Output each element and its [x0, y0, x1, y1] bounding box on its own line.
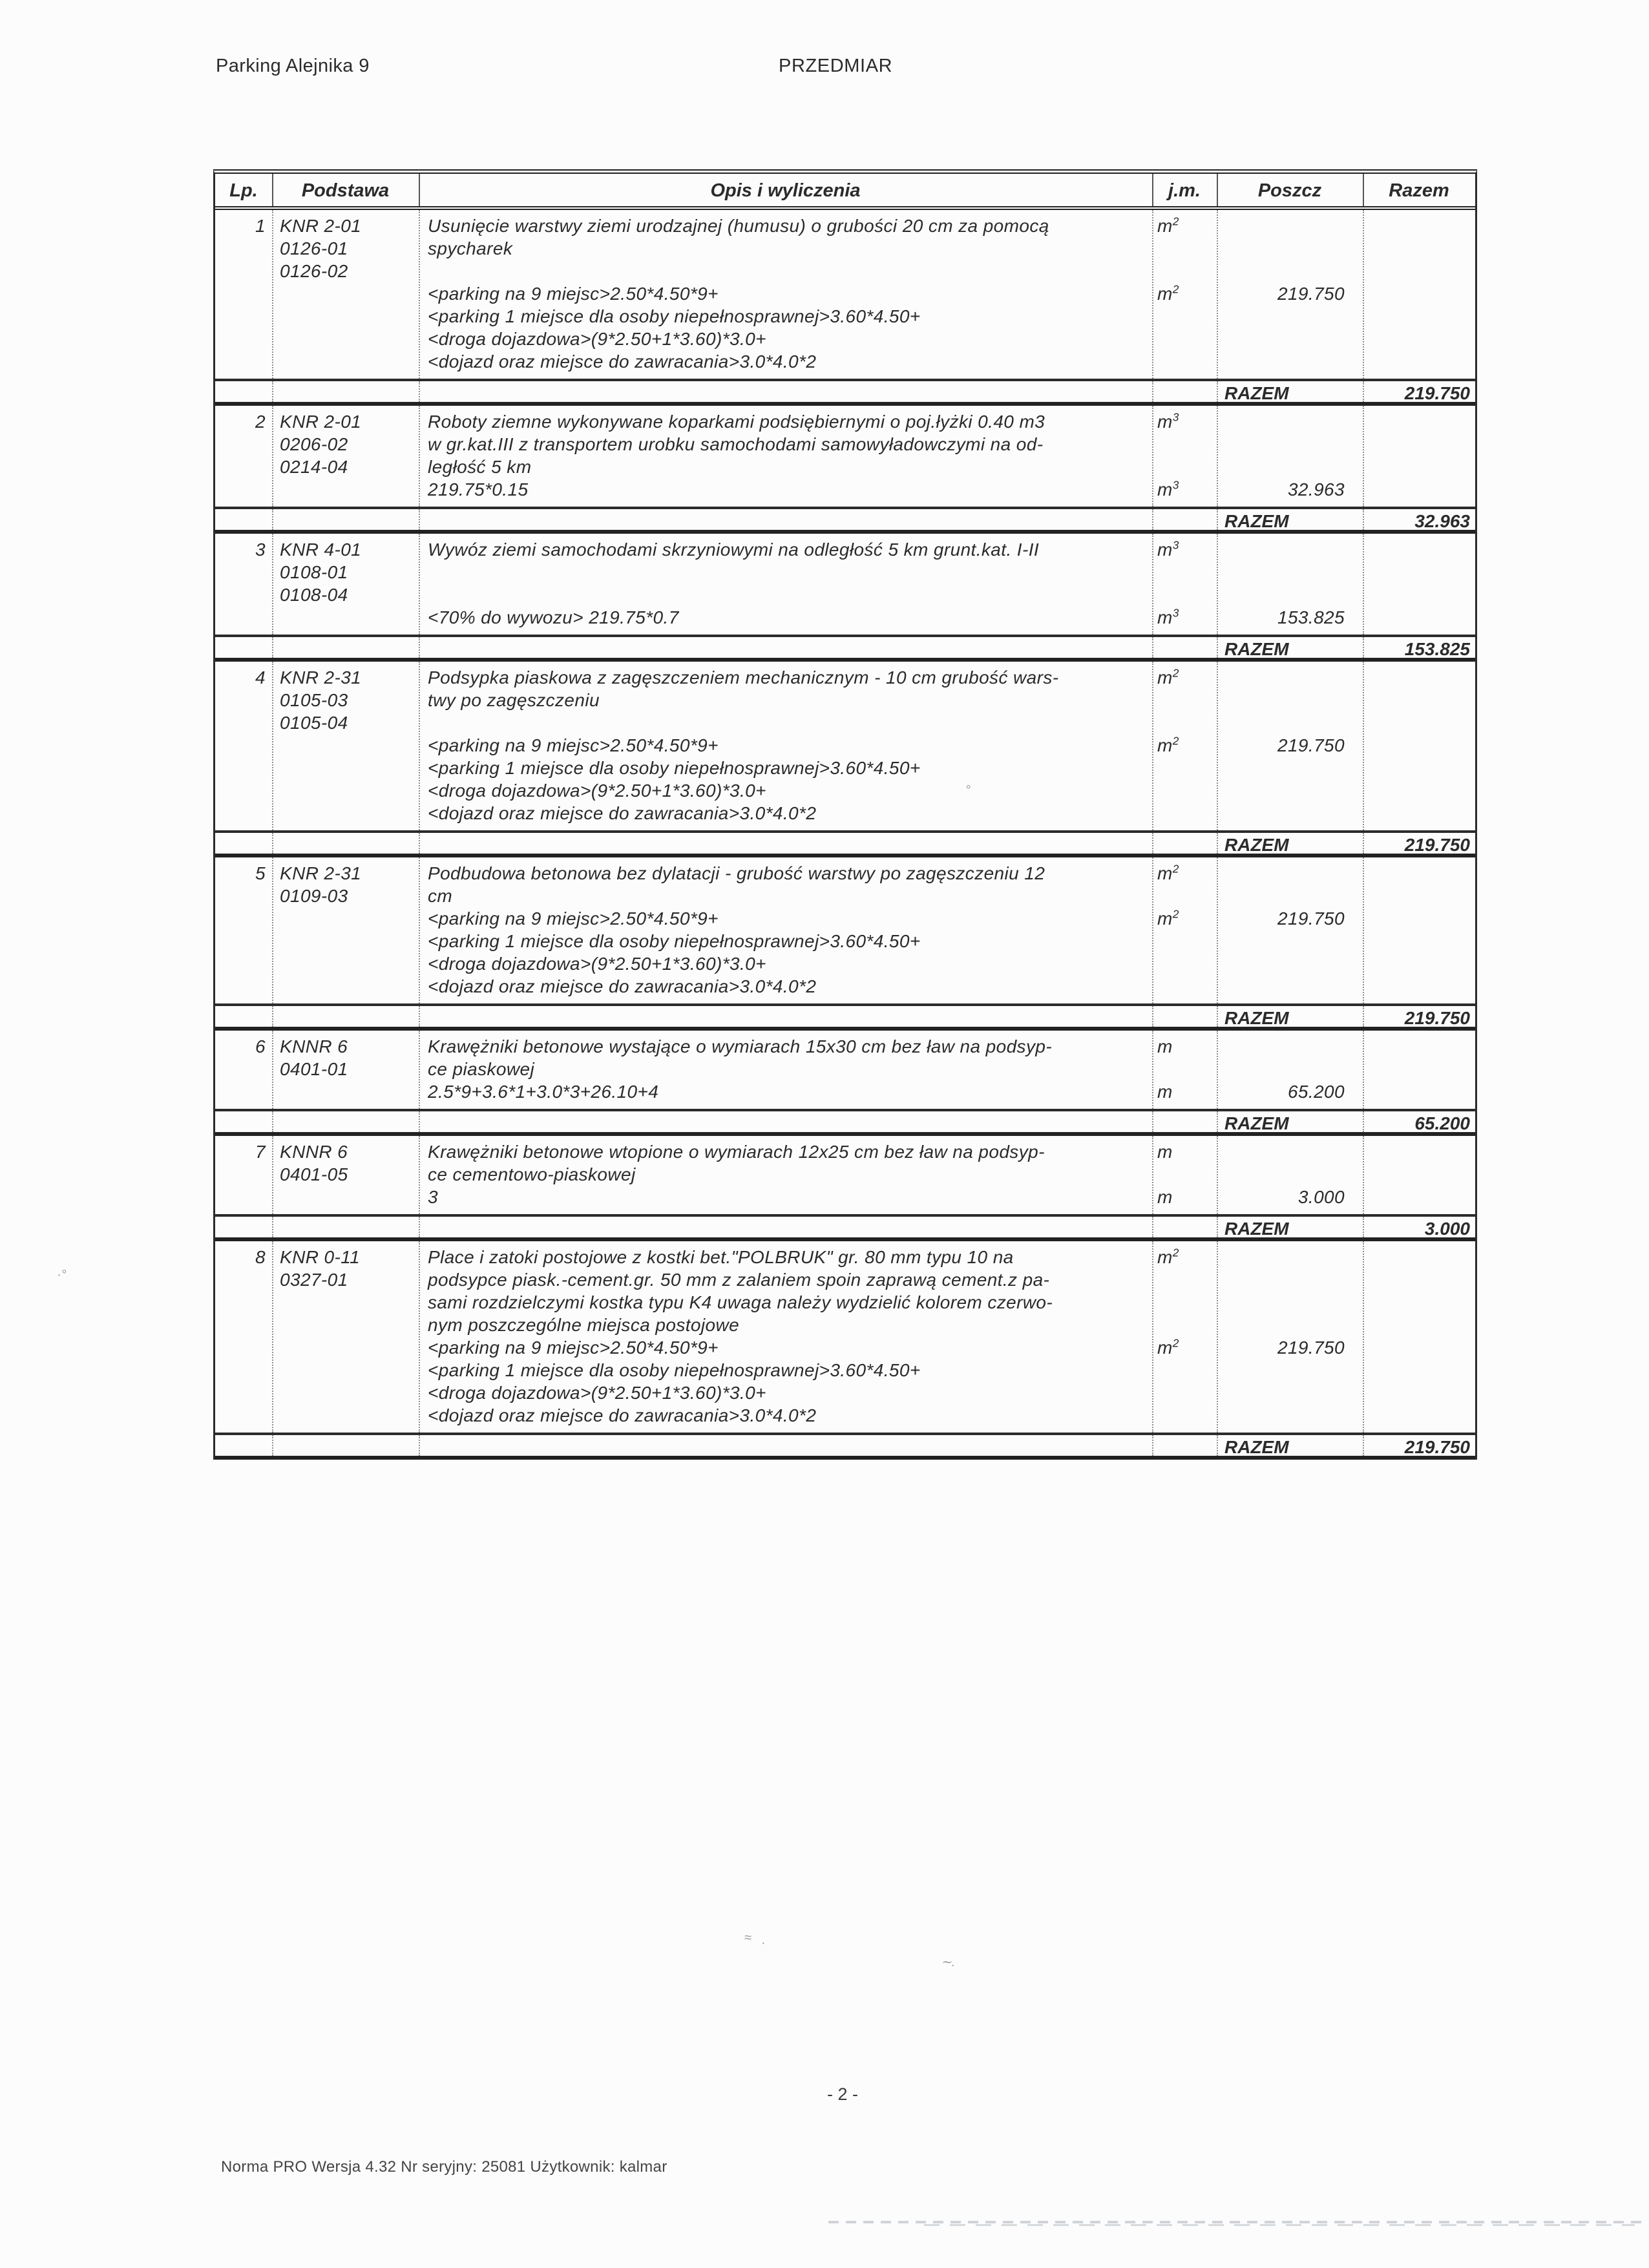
page-number: - 2 -: [827, 2084, 859, 2104]
razem-row: [215, 1003, 1475, 1031]
description-line: ległość 5 km: [428, 457, 532, 477]
poszcz-value: 219.750: [1277, 908, 1345, 929]
column-separator: [419, 833, 420, 854]
razem-row: [215, 379, 1475, 406]
column-separator: [419, 1031, 420, 1109]
column-separator: [1363, 406, 1364, 507]
calc-line: 219.75*0.15: [428, 479, 529, 499]
column-separator: [1152, 1435, 1153, 1456]
column-separator: [419, 174, 420, 206]
calc-line: 3: [428, 1187, 438, 1207]
unit-cell: $m^2$: [1157, 666, 1179, 688]
lp-cell: 4: [255, 667, 266, 688]
podstawa-line: KNR 0-11: [280, 1247, 361, 1267]
scan-artifact: ·°: [57, 1268, 67, 1282]
razem-row: [215, 1109, 1475, 1136]
column-separator: [1152, 1111, 1153, 1132]
column-separator: [419, 637, 420, 658]
lp-cell: 3: [255, 540, 266, 560]
calc-line: <parking na 9 miejsc>2.50*4.50*9+: [428, 735, 719, 755]
lp-cell: 5: [255, 863, 266, 883]
calc-line: <parking 1 miejsce dla osoby niepełnosprawnej>3.60*4.50+: [428, 1360, 921, 1380]
column-separator: [1217, 1435, 1218, 1456]
description-line: Roboty ziemne wykonywane koparkami podsiębiernymi o poj.łyżki 0.40 m3: [428, 412, 1045, 432]
description-line: podsypce piask.-cement.gr. 50 mm z zalaniem spoin zaprawą cement.z pa-: [428, 1270, 1050, 1290]
column-separator: [419, 857, 420, 1003]
podstawa-line: 0214-04: [280, 457, 348, 477]
podstawa-line: KNR 2-01: [280, 216, 362, 236]
column-separator: [1363, 1136, 1364, 1214]
column-separator: [1363, 174, 1364, 206]
calc-line: <parking na 9 miejsc>2.50*4.50*9+: [428, 284, 719, 304]
lp-cell: 6: [255, 1036, 266, 1056]
unit-cell: $m^2$: [1157, 907, 1179, 929]
table-header-cell: Poszcz: [1257, 180, 1322, 201]
column-separator: [1217, 833, 1218, 854]
column-separator: [1217, 509, 1218, 530]
unit-cell: m: [1157, 1142, 1173, 1162]
description-line: Podbudowa betonowa bez dylatacji - grubość warstwy po zagęszczeniu 12: [428, 863, 1045, 883]
description-line: spycharek: [428, 238, 513, 258]
column-separator: [272, 509, 273, 530]
column-separator: [1363, 1031, 1364, 1109]
podstawa-line: 0401-01: [280, 1059, 348, 1079]
calc-line: <70% do wywozu> 219.75*0.7: [428, 607, 679, 627]
doc-type-heading: PRZEDMIAR: [779, 56, 893, 76]
column-separator: [1363, 1241, 1364, 1433]
razem-label: RAZEM: [1224, 835, 1289, 855]
podstawa-line: 0401-05: [280, 1164, 348, 1184]
item-row: [215, 406, 1475, 507]
column-separator: [1152, 833, 1153, 854]
calc-line: <parking 1 miejsce dla osoby niepełnosprawnej>3.60*4.50+: [428, 931, 921, 951]
column-separator: [1363, 534, 1364, 635]
table-header-cell: Opis i wyliczenia: [710, 180, 861, 201]
column-separator: [419, 1241, 420, 1433]
poszcz-value: 219.750: [1277, 1338, 1345, 1358]
column-separator: [1152, 1136, 1153, 1214]
calc-line: <droga dojazdowa>(9*2.50+1*3.60)*3.0+: [428, 329, 766, 349]
lp-cell: 8: [255, 1247, 266, 1267]
table-header-cell: Lp.: [229, 180, 258, 201]
podstawa-line: KNNR 6: [280, 1142, 348, 1162]
scan-streak: [924, 2224, 1635, 2226]
column-separator: [1363, 662, 1364, 830]
column-separator: [272, 174, 273, 206]
column-separator: [1152, 1217, 1153, 1237]
description-line: ce piaskowej: [428, 1059, 535, 1079]
podstawa-line: 0109-03: [280, 886, 348, 906]
table-header-cell: j.m.: [1168, 180, 1201, 201]
column-separator: [419, 1435, 420, 1456]
column-separator: [419, 381, 420, 402]
unit-cell: $m^2$: [1157, 1336, 1179, 1358]
item-row: [215, 1241, 1475, 1433]
column-separator: [1217, 174, 1218, 206]
unit-cell: $m^3$: [1157, 478, 1179, 499]
column-separator: [272, 1006, 273, 1027]
poszcz-value: 153.825: [1277, 607, 1345, 627]
column-separator: [272, 1031, 273, 1109]
column-separator: [272, 381, 273, 402]
table-header-cell: Razem: [1389, 180, 1449, 201]
column-separator: [1152, 381, 1153, 402]
column-separator: [1217, 1217, 1218, 1237]
razem-row: [215, 507, 1475, 534]
column-separator: [1152, 1031, 1153, 1109]
description-line: Wywóz ziemi samochodami skrzyniowymi na odległość 5 km grunt.kat. I-II: [428, 540, 1040, 560]
lp-cell: 7: [255, 1142, 266, 1162]
column-separator: [1152, 637, 1153, 658]
unit-cell: m: [1157, 1082, 1173, 1102]
lp-cell: 2: [255, 412, 266, 432]
unit-cell: $m^2$: [1157, 282, 1179, 304]
column-separator: [1152, 662, 1153, 830]
description-line: Usunięcie warstwy ziemi urodzajnej (humusu) o grubości 20 cm za pomocą: [428, 216, 1049, 236]
podstawa-line: KNR 2-31: [280, 667, 362, 688]
podstawa-line: KNNR 6: [280, 1036, 348, 1056]
scan-artifact: °: [965, 783, 971, 797]
razem-value: 3.000: [1424, 1219, 1470, 1239]
razem-value: 153.825: [1404, 639, 1470, 659]
podstawa-line: 0105-04: [280, 713, 348, 733]
column-separator: [1217, 1006, 1218, 1027]
podstawa-line: 0108-04: [280, 585, 348, 605]
calc-line: <dojazd oraz miejsce do zawracania>3.0*4.0*2: [428, 1405, 817, 1425]
calc-line: <parking na 9 miejsc>2.50*4.50*9+: [428, 908, 719, 929]
calc-line: <dojazd oraz miejsce do zawracania>3.0*4.0*2: [428, 976, 817, 996]
razem-row: [215, 635, 1475, 662]
footer-program-note: Norma PRO Wersja 4.32 Nr seryjny: 25081 Użytkownik: kalmar: [221, 2158, 667, 2176]
unit-cell: m: [1157, 1187, 1173, 1207]
column-separator: [272, 534, 273, 635]
table-header-cell: Podstawa: [301, 180, 390, 201]
column-separator: [1363, 857, 1364, 1003]
column-separator: [1217, 381, 1218, 402]
column-separator: [419, 1111, 420, 1132]
calc-line: <droga dojazdowa>(9*2.50+1*3.60)*3.0+: [428, 781, 766, 801]
unit-cell: m: [1157, 1036, 1173, 1056]
description-line: cm: [428, 886, 453, 906]
column-separator: [419, 210, 420, 379]
poszcz-value: 32.963: [1287, 479, 1345, 499]
razem-label: RAZEM: [1224, 1219, 1289, 1239]
item-row: [215, 534, 1475, 635]
description-line: w gr.kat.III z transportem urobku samochodami samowyładowczymi na od-: [428, 434, 1044, 454]
unit-cell: $m^2$: [1157, 862, 1179, 883]
scan-artifact: ·: [761, 1936, 766, 1950]
column-separator: [1152, 1241, 1153, 1433]
column-separator: [272, 833, 273, 854]
calc-line: <parking 1 miejsce dla osoby niepełnosprawnej>3.60*4.50+: [428, 758, 921, 778]
unit-cell: $m^3$: [1157, 410, 1179, 432]
column-separator: [419, 534, 420, 635]
column-separator: [419, 1217, 420, 1237]
podstawa-line: KNR 2-01: [280, 412, 362, 432]
razem-row: [215, 1433, 1475, 1460]
razem-label: RAZEM: [1224, 1008, 1289, 1028]
column-separator: [1152, 857, 1153, 1003]
column-separator: [272, 1241, 273, 1433]
column-separator: [272, 662, 273, 830]
scan-artifact: ≈: [744, 1931, 751, 1945]
razem-value: 219.750: [1404, 383, 1470, 403]
calc-line: 2.5*9+3.6*1+3.0*3+26.10+4: [428, 1082, 659, 1102]
description-line: Podsypka piaskowa z zagęszczeniem mechanicznym - 10 cm grubość wars-: [428, 667, 1059, 688]
column-separator: [272, 1217, 273, 1237]
poszcz-value: 65.200: [1287, 1082, 1345, 1102]
item-row: [215, 1031, 1475, 1109]
poszcz-value: 219.750: [1277, 735, 1345, 755]
column-separator: [419, 509, 420, 530]
column-separator: [1152, 509, 1153, 530]
column-separator: [272, 857, 273, 1003]
scan-streak: [828, 2221, 1646, 2223]
calc-line: <dojazd oraz miejsce do zawracania>3.0*4.0*2: [428, 352, 817, 372]
unit-cell: $m^3$: [1157, 538, 1179, 560]
poszcz-value: 219.750: [1277, 284, 1345, 304]
description-line: twy po zagęszczeniu: [428, 690, 600, 710]
description-line: Krawężniki betonowe wystające o wymiarach 15x30 cm bez ław na podsyp-: [428, 1036, 1053, 1056]
unit-cell: $m^2$: [1157, 215, 1179, 236]
unit-cell: $m^2$: [1157, 734, 1179, 755]
razem-label: RAZEM: [1224, 639, 1289, 659]
column-separator: [1152, 534, 1153, 635]
column-separator: [419, 1136, 420, 1214]
item-row: [215, 662, 1475, 830]
unit-cell: $m^2$: [1157, 1246, 1179, 1267]
column-separator: [1217, 857, 1218, 1003]
column-separator: [1152, 210, 1153, 379]
podstawa-line: 0327-01: [280, 1270, 348, 1290]
column-separator: [1152, 174, 1153, 206]
column-separator: [419, 406, 420, 507]
przedmiar-table: [213, 169, 1477, 1460]
razem-label: RAZEM: [1224, 383, 1289, 403]
razem-row: [215, 1214, 1475, 1241]
podstawa-line: 0126-01: [280, 238, 348, 258]
razem-value: 32.963: [1414, 511, 1470, 531]
calc-line: <droga dojazdowa>(9*2.50+1*3.60)*3.0+: [428, 954, 766, 974]
column-separator: [1152, 1006, 1153, 1027]
column-separator: [419, 662, 420, 830]
unit-cell: $m^3$: [1157, 606, 1179, 627]
item-row: [215, 857, 1475, 1003]
razem-row: [215, 830, 1475, 857]
razem-label: RAZEM: [1224, 511, 1289, 531]
scan-artifact: ∼.: [941, 1955, 956, 1969]
poszcz-value: 3.000: [1297, 1187, 1345, 1207]
column-separator: [272, 210, 273, 379]
column-separator: [272, 1136, 273, 1214]
column-separator: [419, 1006, 420, 1027]
item-row: [215, 1136, 1475, 1214]
razem-value: 219.750: [1404, 1437, 1470, 1457]
column-separator: [272, 406, 273, 507]
calc-line: <parking 1 miejsce dla osoby niepełnosprawnej>3.60*4.50+: [428, 306, 921, 326]
doc-title: Parking Alejnika 9: [216, 56, 370, 76]
column-separator: [272, 1435, 273, 1456]
razem-label: RAZEM: [1224, 1113, 1289, 1133]
razem-label: RAZEM: [1224, 1437, 1289, 1457]
description-line: Place i zatoki postojowe z kostki bet."POLBRUK" gr. 80 mm typu 10 na: [428, 1247, 1014, 1267]
calc-line: <parking na 9 miejsc>2.50*4.50*9+: [428, 1338, 719, 1358]
podstawa-line: 0105-03: [280, 690, 348, 710]
description-line: sami rozdzielczymi kostka typu K4 uwaga należy wydzielić kolorem czerwo-: [428, 1292, 1053, 1312]
calc-line: <dojazd oraz miejsce do zawracania>3.0*4.0*2: [428, 803, 817, 823]
razem-value: 65.200: [1414, 1113, 1470, 1133]
description-line: ce cementowo-piaskowej: [428, 1164, 636, 1184]
column-separator: [1363, 210, 1364, 379]
razem-value: 219.750: [1404, 1008, 1470, 1028]
column-separator: [1217, 637, 1218, 658]
column-separator: [1217, 1111, 1218, 1132]
description-line: nym poszczególne miejsca postojowe: [428, 1315, 740, 1335]
column-separator: [272, 637, 273, 658]
podstawa-line: KNR 4-01: [280, 540, 362, 560]
podstawa-line: 0206-02: [280, 434, 348, 454]
calc-line: <droga dojazdowa>(9*2.50+1*3.60)*3.0+: [428, 1383, 766, 1403]
podstawa-line: 0108-01: [280, 562, 348, 582]
column-separator: [1152, 406, 1153, 507]
description-line: Krawężniki betonowe wtopione o wymiarach 12x25 cm bez ław na podsyp-: [428, 1142, 1045, 1162]
lp-cell: 1: [255, 216, 266, 236]
razem-value: 219.750: [1404, 835, 1470, 855]
podstawa-line: KNR 2-31: [280, 863, 362, 883]
column-separator: [272, 1111, 273, 1132]
table-header-row: [215, 174, 1475, 210]
podstawa-line: 0126-02: [280, 261, 348, 281]
item-row: [215, 210, 1475, 379]
